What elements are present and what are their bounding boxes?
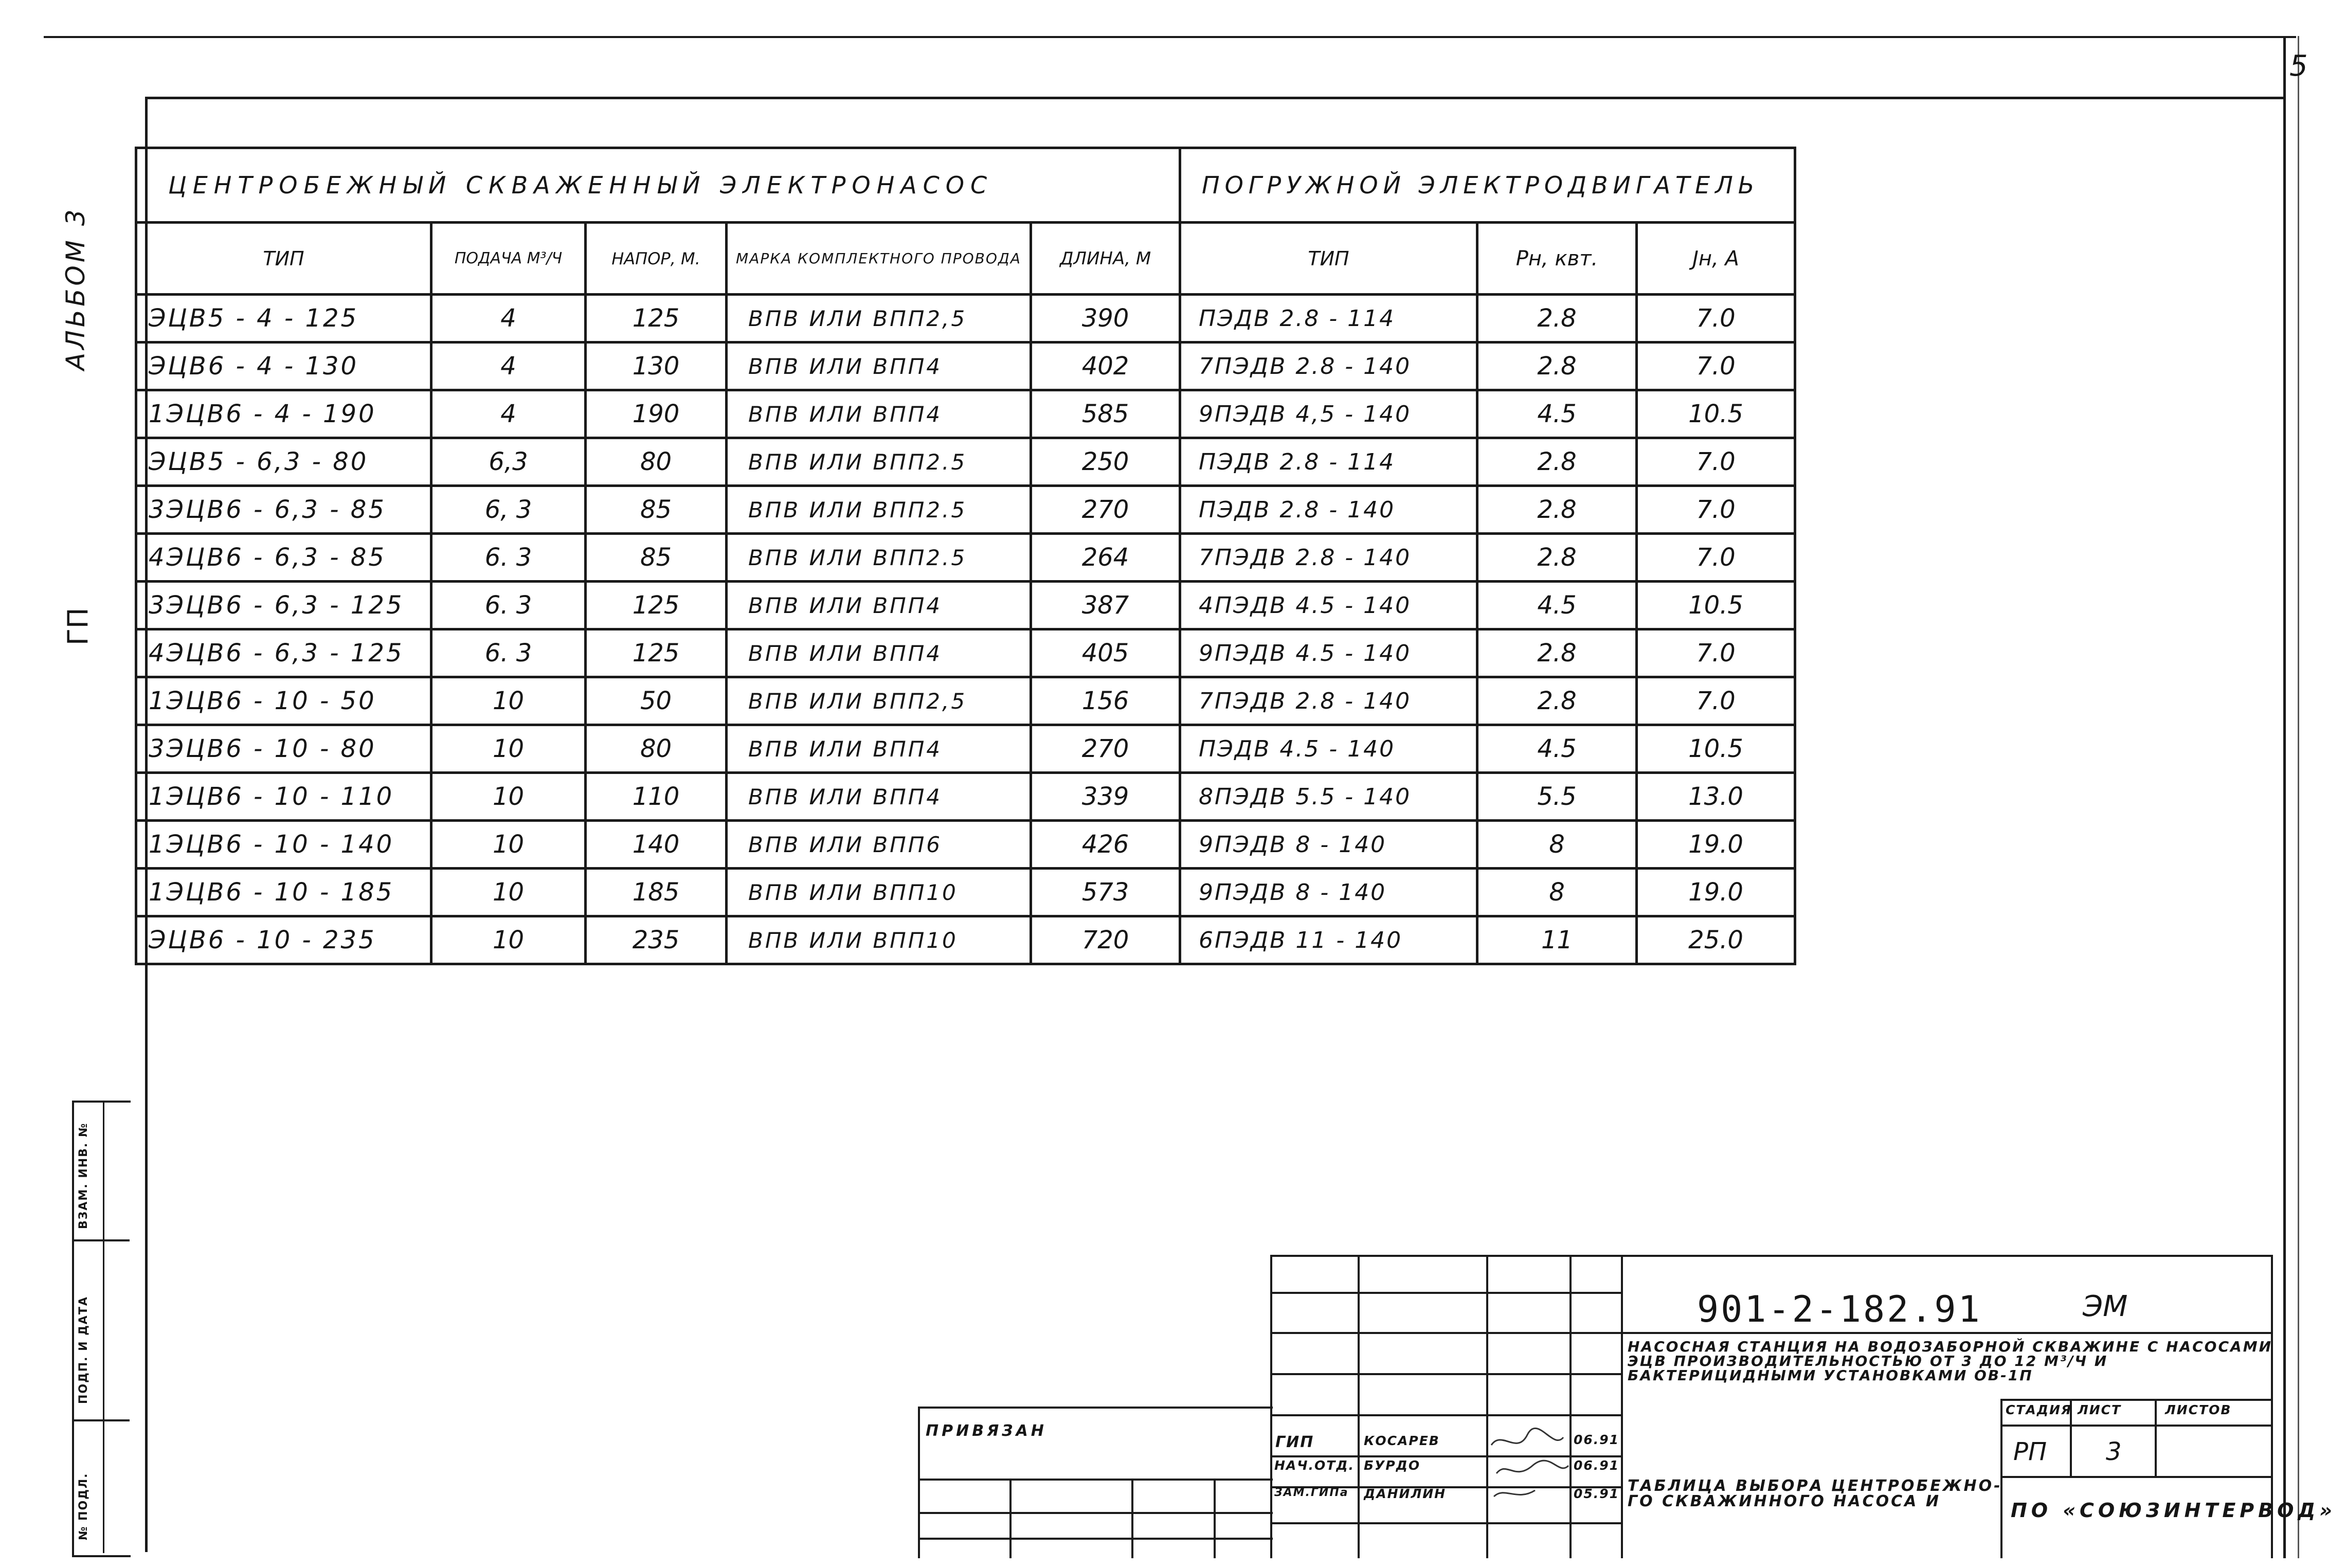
pump-type-cell: ЭЦВ5 - 6,3 - 80 xyxy=(136,438,431,486)
power-cell: 2.8 xyxy=(1477,343,1637,390)
section-label: ГП xyxy=(62,607,94,645)
motor-type-cell: 8ПЭДВ 5.5 - 140 xyxy=(1180,773,1477,821)
sheet-title-line: ГО СКВАЖИННОГО НАСОСА И xyxy=(1628,1492,1941,1510)
wire-cell: ВПВ ИЛИ ВПП2.5 xyxy=(727,486,1031,534)
strip-label-exchange: ВЗАМ. ИНВ. № xyxy=(77,1122,90,1229)
current-cell: 10.5 xyxy=(1637,582,1795,629)
table-row xyxy=(136,773,1795,821)
page-number: 5 xyxy=(2289,49,2308,83)
head-cell: 80 xyxy=(586,438,727,486)
length-cell: 270 xyxy=(1031,486,1180,534)
col-head-header: НАПОР, М. xyxy=(586,223,727,295)
signer-role: ГИП xyxy=(1275,1433,1314,1451)
sheet-right-border-outer xyxy=(2298,36,2299,1558)
sheet-value: 3 xyxy=(2106,1437,2122,1466)
length-cell: 264 xyxy=(1031,534,1180,582)
strip-line xyxy=(72,1239,130,1241)
length-cell: 405 xyxy=(1031,629,1180,677)
flow-cell: 4 xyxy=(431,390,586,438)
pump-type-cell: 1ЭЦВ6 - 4 - 190 xyxy=(136,390,431,438)
head-cell: 85 xyxy=(586,486,727,534)
signer-date: 06.91 xyxy=(1574,1432,1620,1447)
stage-value: РП xyxy=(2013,1437,2047,1466)
motor-type-cell: ПЭДВ 4.5 - 140 xyxy=(1180,725,1477,773)
wire-cell: ВПВ ИЛИ ВПП4 xyxy=(727,582,1031,629)
table-body xyxy=(136,295,1795,964)
col-power-header: Рн, квт. xyxy=(1477,223,1637,295)
current-cell: 7.0 xyxy=(1637,677,1795,725)
pump-type-cell: ЭЦВ5 - 4 - 125 xyxy=(136,295,431,343)
current-cell: 7.0 xyxy=(1637,438,1795,486)
pump-type-cell: ЭЦВ6 - 4 - 130 xyxy=(136,343,431,390)
head-cell: 140 xyxy=(586,821,727,869)
wire-cell: ВПВ ИЛИ ВПП4 xyxy=(727,390,1031,438)
group-motor-header: ПОГРУЖНОЙ ЭЛЕКТРОДВИГАТЕЛЬ xyxy=(1180,148,1795,223)
wire-cell: ВПВ ИЛИ ВПП4 xyxy=(727,343,1031,390)
wire-cell: ВПВ ИЛИ ВПП4 xyxy=(727,629,1031,677)
sheet-top-border xyxy=(44,36,2296,38)
table-row xyxy=(136,916,1795,964)
length-cell: 339 xyxy=(1031,773,1180,821)
pump-type-cell: 4ЭЦВ6 - 6,3 - 125 xyxy=(136,629,431,677)
head-cell: 80 xyxy=(586,725,727,773)
organization-name: ПО «СОЮЗИНТЕРВОД» xyxy=(2011,1499,2336,1522)
flow-cell: 4 xyxy=(431,343,586,390)
motor-type-cell: ПЭДВ 2.8 - 140 xyxy=(1180,486,1477,534)
table-row xyxy=(136,534,1795,582)
current-cell: 7.0 xyxy=(1637,343,1795,390)
document-code: 901-2-182.91 xyxy=(1697,1288,1982,1330)
head-cell: 185 xyxy=(586,869,727,916)
wire-cell: ВПВ ИЛИ ВПП4 xyxy=(727,725,1031,773)
col-length-header: ДЛИНА, М xyxy=(1031,223,1180,295)
table-row xyxy=(136,677,1795,725)
document-mark: ЭМ xyxy=(2083,1290,2128,1323)
current-cell: 19.0 xyxy=(1637,821,1795,869)
power-cell: 2.8 xyxy=(1477,534,1637,582)
current-cell: 19.0 xyxy=(1637,869,1795,916)
head-cell: 125 xyxy=(586,582,727,629)
motor-type-cell: 7ПЭДВ 2.8 - 140 xyxy=(1180,343,1477,390)
current-cell: 13.0 xyxy=(1637,773,1795,821)
table-row xyxy=(136,390,1795,438)
strip-label-signature: ПОДП. И ДАТА xyxy=(77,1296,90,1404)
table-row xyxy=(136,582,1795,629)
table-row xyxy=(136,869,1795,916)
signer-name: ДАНИЛИН xyxy=(1364,1486,1447,1501)
pump-type-cell: 1ЭЦВ6 - 10 - 140 xyxy=(136,821,431,869)
pump-type-cell: 3ЭЦВ6 - 6,3 - 125 xyxy=(136,582,431,629)
wire-cell: ВПВ ИЛИ ВПП2.5 xyxy=(727,438,1031,486)
frame-top-line xyxy=(147,97,2285,99)
length-cell: 270 xyxy=(1031,725,1180,773)
sheet-label: ЛИСТ xyxy=(2078,1402,2122,1417)
power-cell: 5.5 xyxy=(1477,773,1637,821)
pump-type-cell: 3ЭЦВ6 - 6,3 - 85 xyxy=(136,486,431,534)
flow-cell: 10 xyxy=(431,677,586,725)
current-cell: 7.0 xyxy=(1637,486,1795,534)
motor-type-cell: 6ПЭДВ 11 - 140 xyxy=(1180,916,1477,964)
sheets-label: ЛИСТОВ xyxy=(2165,1402,2232,1417)
approval-strip-divider xyxy=(103,1101,104,1553)
flow-cell: 6. 3 xyxy=(431,582,586,629)
pump-type-cell: 1ЭЦВ6 - 10 - 110 xyxy=(136,773,431,821)
col-current-header: Jн, А xyxy=(1637,223,1795,295)
sheet-title xyxy=(1628,1479,2002,1509)
pump-type-cell: 4ЭЦВ6 - 6,3 - 85 xyxy=(136,534,431,582)
motor-type-cell: ПЭДВ 2.8 - 114 xyxy=(1180,438,1477,486)
sheet-title-line: ТАБЛИЦА ВЫБОРА ЦЕНТРОБЕЖНО- xyxy=(1628,1477,2002,1495)
stage-label: СТАДИЯ xyxy=(2006,1402,2072,1417)
motor-type-cell: 9ПЭДВ 8 - 140 xyxy=(1180,821,1477,869)
power-cell: 8 xyxy=(1477,821,1637,869)
table-row xyxy=(136,438,1795,486)
signer-date: 06.91 xyxy=(1574,1458,1620,1473)
table-row xyxy=(136,821,1795,869)
table-row xyxy=(136,343,1795,390)
length-cell: 402 xyxy=(1031,343,1180,390)
pump-type-cell: 3ЭЦВ6 - 10 - 80 xyxy=(136,725,431,773)
head-cell: 130 xyxy=(586,343,727,390)
flow-cell: 4 xyxy=(431,295,586,343)
signature-marks xyxy=(1486,1425,1574,1507)
pump-type-cell: 1ЭЦВ6 - 10 - 50 xyxy=(136,677,431,725)
motor-type-cell: 7ПЭДВ 2.8 - 140 xyxy=(1180,534,1477,582)
album-label: АЛЬБОМ 3 xyxy=(61,206,91,370)
flow-cell: 6,3 xyxy=(431,438,586,486)
motor-type-cell: ПЭДВ 2.8 - 114 xyxy=(1180,295,1477,343)
flow-cell: 6. 3 xyxy=(431,534,586,582)
motor-type-cell: 9ПЭДВ 4,5 - 140 xyxy=(1180,390,1477,438)
wire-cell: ВПВ ИЛИ ВПП2,5 xyxy=(727,677,1031,725)
length-cell: 573 xyxy=(1031,869,1180,916)
power-cell: 2.8 xyxy=(1477,486,1637,534)
current-cell: 7.0 xyxy=(1637,295,1795,343)
head-cell: 50 xyxy=(586,677,727,725)
pump-selection-table xyxy=(135,147,1796,965)
current-cell: 25.0 xyxy=(1637,916,1795,964)
wire-cell: ВПВ ИЛИ ВПП10 xyxy=(727,869,1031,916)
table-column-header-row xyxy=(136,223,1795,295)
col-motor-type-header: ТИП xyxy=(1180,223,1477,295)
motor-type-cell: 4ПЭДВ 4.5 - 140 xyxy=(1180,582,1477,629)
head-cell: 235 xyxy=(586,916,727,964)
power-cell: 4.5 xyxy=(1477,725,1637,773)
flow-cell: 10 xyxy=(431,869,586,916)
power-cell: 11 xyxy=(1477,916,1637,964)
length-cell: 585 xyxy=(1031,390,1180,438)
motor-type-cell: 7ПЭДВ 2.8 - 140 xyxy=(1180,677,1477,725)
strip-label-original: № ПОДЛ. xyxy=(77,1472,90,1540)
head-cell: 125 xyxy=(586,295,727,343)
col-flow-header: ПОДАЧА М³/Ч xyxy=(431,223,586,295)
flow-cell: 6. 3 xyxy=(431,629,586,677)
flow-cell: 10 xyxy=(431,821,586,869)
head-cell: 85 xyxy=(586,534,727,582)
sheet-right-border xyxy=(2283,36,2286,1558)
power-cell: 2.8 xyxy=(1477,438,1637,486)
current-cell: 10.5 xyxy=(1637,725,1795,773)
length-cell: 387 xyxy=(1031,582,1180,629)
bound-label: ПРИВЯЗАН xyxy=(926,1422,1047,1440)
wire-cell: ВПВ ИЛИ ВПП2.5 xyxy=(727,534,1031,582)
table-group-header-row xyxy=(136,148,1795,223)
power-cell: 8 xyxy=(1477,869,1637,916)
table-row xyxy=(136,295,1795,343)
flow-cell: 10 xyxy=(431,916,586,964)
flow-cell: 6, 3 xyxy=(431,486,586,534)
length-cell: 390 xyxy=(1031,295,1180,343)
group-pump-header: ЦЕНТРОБЕЖНЫЙ СКВАЖЕННЫЙ ЭЛЕКТРОНАСОС xyxy=(136,148,1180,223)
project-description: НАСОСНАЯ СТАНЦИЯ НА ВОДОЗАБОРНОЙ СКВАЖИНЕ С НАСОСАМИ ЭЦВ ПРОИЗВОДИТЕЛЬНОСТЬЮ ОТ 3 ДО 12 М³/Ч И БАКТЕРИЦИДНЫМИ УСТАНОВКАМИ ОВ-1П xyxy=(1628,1338,2273,1384)
flow-cell: 10 xyxy=(431,773,586,821)
power-cell: 2.8 xyxy=(1477,629,1637,677)
power-cell: 2.8 xyxy=(1477,677,1637,725)
length-cell: 250 xyxy=(1031,438,1180,486)
signer-name: КОСАРЕВ xyxy=(1364,1433,1440,1448)
current-cell: 7.0 xyxy=(1637,629,1795,677)
head-cell: 190 xyxy=(586,390,727,438)
table-row xyxy=(136,725,1795,773)
table-row xyxy=(136,486,1795,534)
length-cell: 156 xyxy=(1031,677,1180,725)
strip-line xyxy=(72,1419,130,1421)
current-cell: 7.0 xyxy=(1637,534,1795,582)
signer-role: НАЧ.ОТД. xyxy=(1274,1458,1355,1473)
pump-type-cell: ЭЦВ6 - 10 - 235 xyxy=(136,916,431,964)
power-cell: 2.8 xyxy=(1477,295,1637,343)
wire-cell: ВПВ ИЛИ ВПП2,5 xyxy=(727,295,1031,343)
power-cell: 4.5 xyxy=(1477,390,1637,438)
signer-name: БУРДО xyxy=(1364,1458,1421,1473)
signer-date: 05.91 xyxy=(1574,1486,1620,1501)
length-cell: 720 xyxy=(1031,916,1180,964)
col-type-header: ТИП xyxy=(136,223,431,295)
wire-cell: ВПВ ИЛИ ВПП6 xyxy=(727,821,1031,869)
motor-type-cell: 9ПЭДВ 4.5 - 140 xyxy=(1180,629,1477,677)
current-cell: 10.5 xyxy=(1637,390,1795,438)
wire-cell: ВПВ ИЛИ ВПП10 xyxy=(727,916,1031,964)
table-row xyxy=(136,629,1795,677)
flow-cell: 10 xyxy=(431,725,586,773)
head-cell: 110 xyxy=(586,773,727,821)
motor-type-cell: 9ПЭДВ 8 - 140 xyxy=(1180,869,1477,916)
power-cell: 4.5 xyxy=(1477,582,1637,629)
length-cell: 426 xyxy=(1031,821,1180,869)
head-cell: 125 xyxy=(586,629,727,677)
signer-role: ЗАМ.ГИПа xyxy=(1274,1486,1349,1499)
pump-type-cell: 1ЭЦВ6 - 10 - 185 xyxy=(136,869,431,916)
wire-cell: ВПВ ИЛИ ВПП4 xyxy=(727,773,1031,821)
col-wire-header: МАРКА КОМПЛЕКТНОГО ПРОВОДА xyxy=(727,223,1031,295)
